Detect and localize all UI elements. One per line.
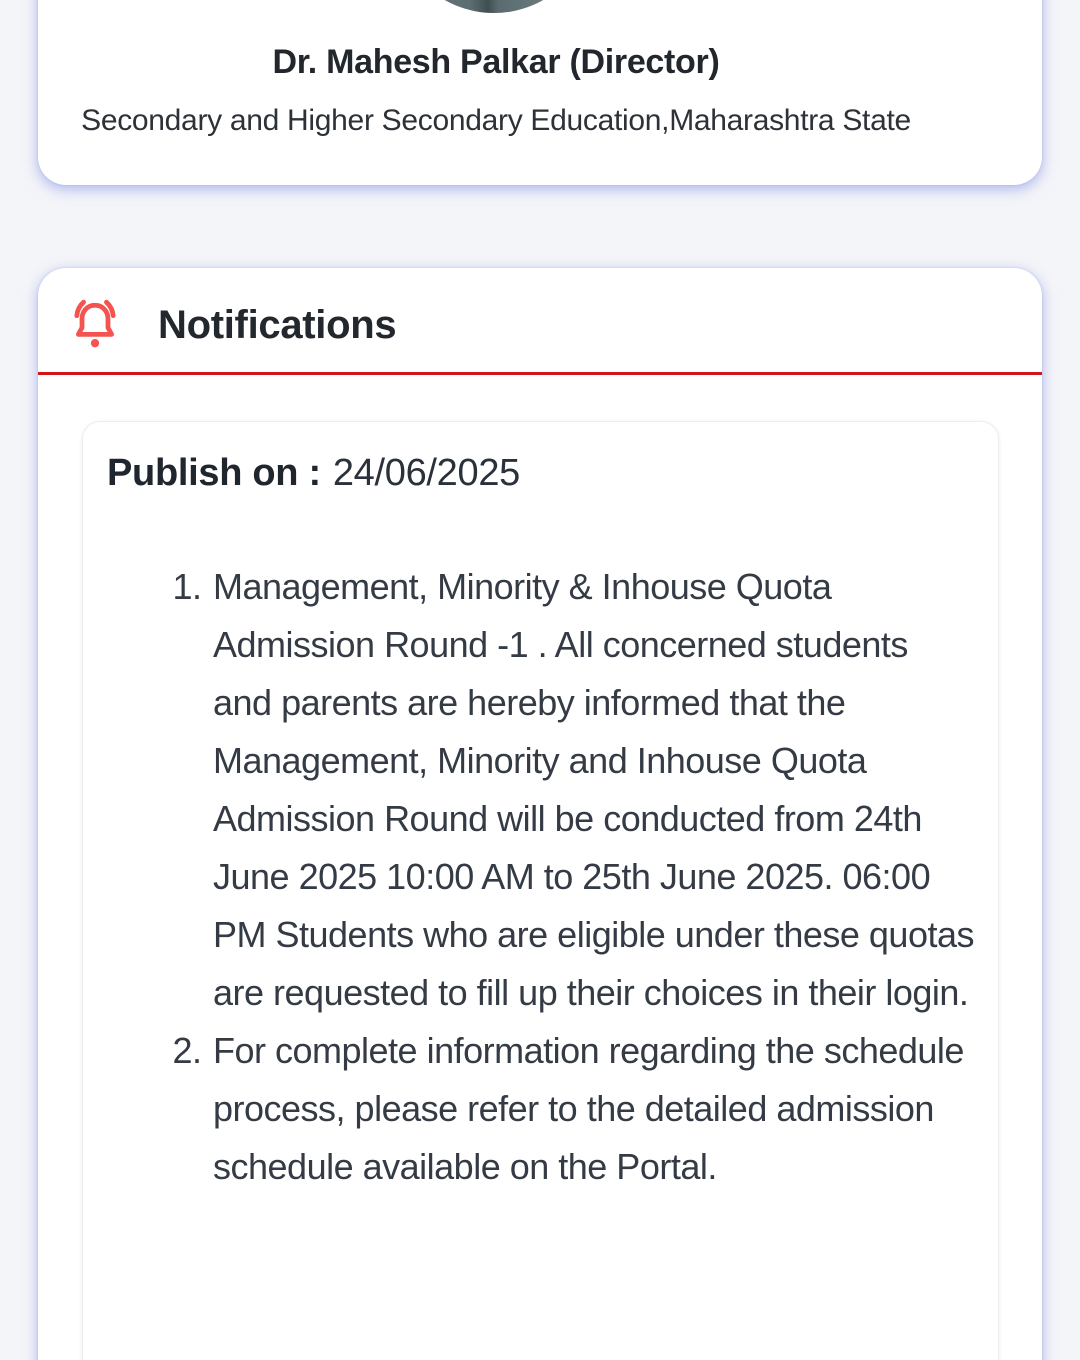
notice-item: 2. For complete information regarding the schedule process, please refer to the detailed admission schedule available on the Portal. bbox=[211, 1022, 974, 1196]
director-profile-card bbox=[38, 0, 1042, 185]
publish-on-label: Publish on : bbox=[107, 452, 321, 494]
notice-list bbox=[107, 558, 974, 1196]
publish-line bbox=[107, 448, 974, 498]
director-avatar bbox=[394, 0, 594, 13]
notifications-title: Notifications bbox=[158, 302, 397, 347]
notifications-header-divider bbox=[38, 372, 1042, 375]
director-name: Dr. Mahesh Palkar (Director) bbox=[272, 43, 720, 81]
director-department: Secondary and Higher Secondary Education,Maharashtra State bbox=[81, 104, 911, 137]
notice-item: 1. Management, Minority & Inhouse Quota Admission Round -1 . All concerned students and parents are hereby informed that the Management, Minority and Inhouse Quota Admission Round will be conducted from 24th June 2025 10:00 AM to 25th June 2025. 06:00 PM Students who are eligible under these quotas are requested to fill up their choices in their login. bbox=[211, 558, 974, 1022]
notifications-card bbox=[38, 268, 1042, 1360]
publish-date: 24/06/2025 bbox=[332, 452, 521, 494]
bell-alert-icon bbox=[68, 295, 122, 355]
notice-card bbox=[82, 421, 999, 1360]
notifications-header bbox=[38, 268, 1042, 372]
